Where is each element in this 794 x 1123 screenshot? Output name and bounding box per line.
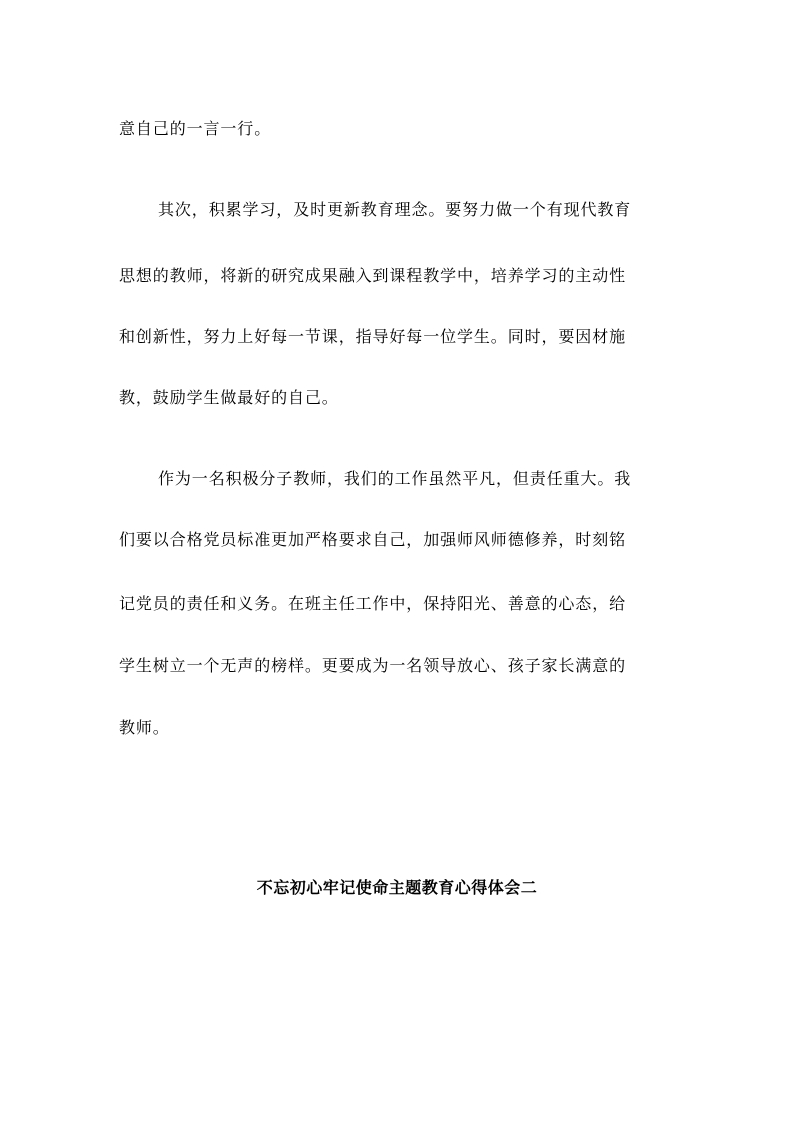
paragraph-3-line-2: 们要以合格党员标准更加严格要求自己，加强师风师德修养，时刻铭 — [119, 530, 627, 549]
paragraph-3-line-4: 学生树立一个无声的榜样。更要成为一名领导放心、孩子家长满意的 — [119, 656, 627, 675]
paragraph-2-line-4: 教，鼓励学生做最好的自己。 — [119, 388, 339, 407]
paragraph-2-line-2: 思想的教师，将新的研究成果融入到课程教学中，培养学习的主动性 — [119, 266, 627, 285]
section-title: 不忘初心牢记使命主题教育心得体会二 — [256, 878, 538, 897]
paragraph-3-line-3: 记党员的责任和义务。在班主任工作中，保持阳光、善意的心态，给 — [119, 594, 627, 613]
paragraph-2-line-3: 和创新性，努力上好每一节课，指导好每一位学生。同时，要因材施 — [119, 327, 627, 346]
paragraph-1-line-1: 意自己的一言一行。 — [119, 119, 272, 138]
paragraph-3-line-5: 教师。 — [119, 718, 170, 737]
paragraph-3-line-1: 作为一名积极分子教师，我们的工作虽然平凡，但责任重大。我 — [158, 469, 632, 488]
paragraph-2-line-1: 其次，积累学习，及时更新教育理念。要努力做一个有现代教育 — [158, 200, 632, 219]
